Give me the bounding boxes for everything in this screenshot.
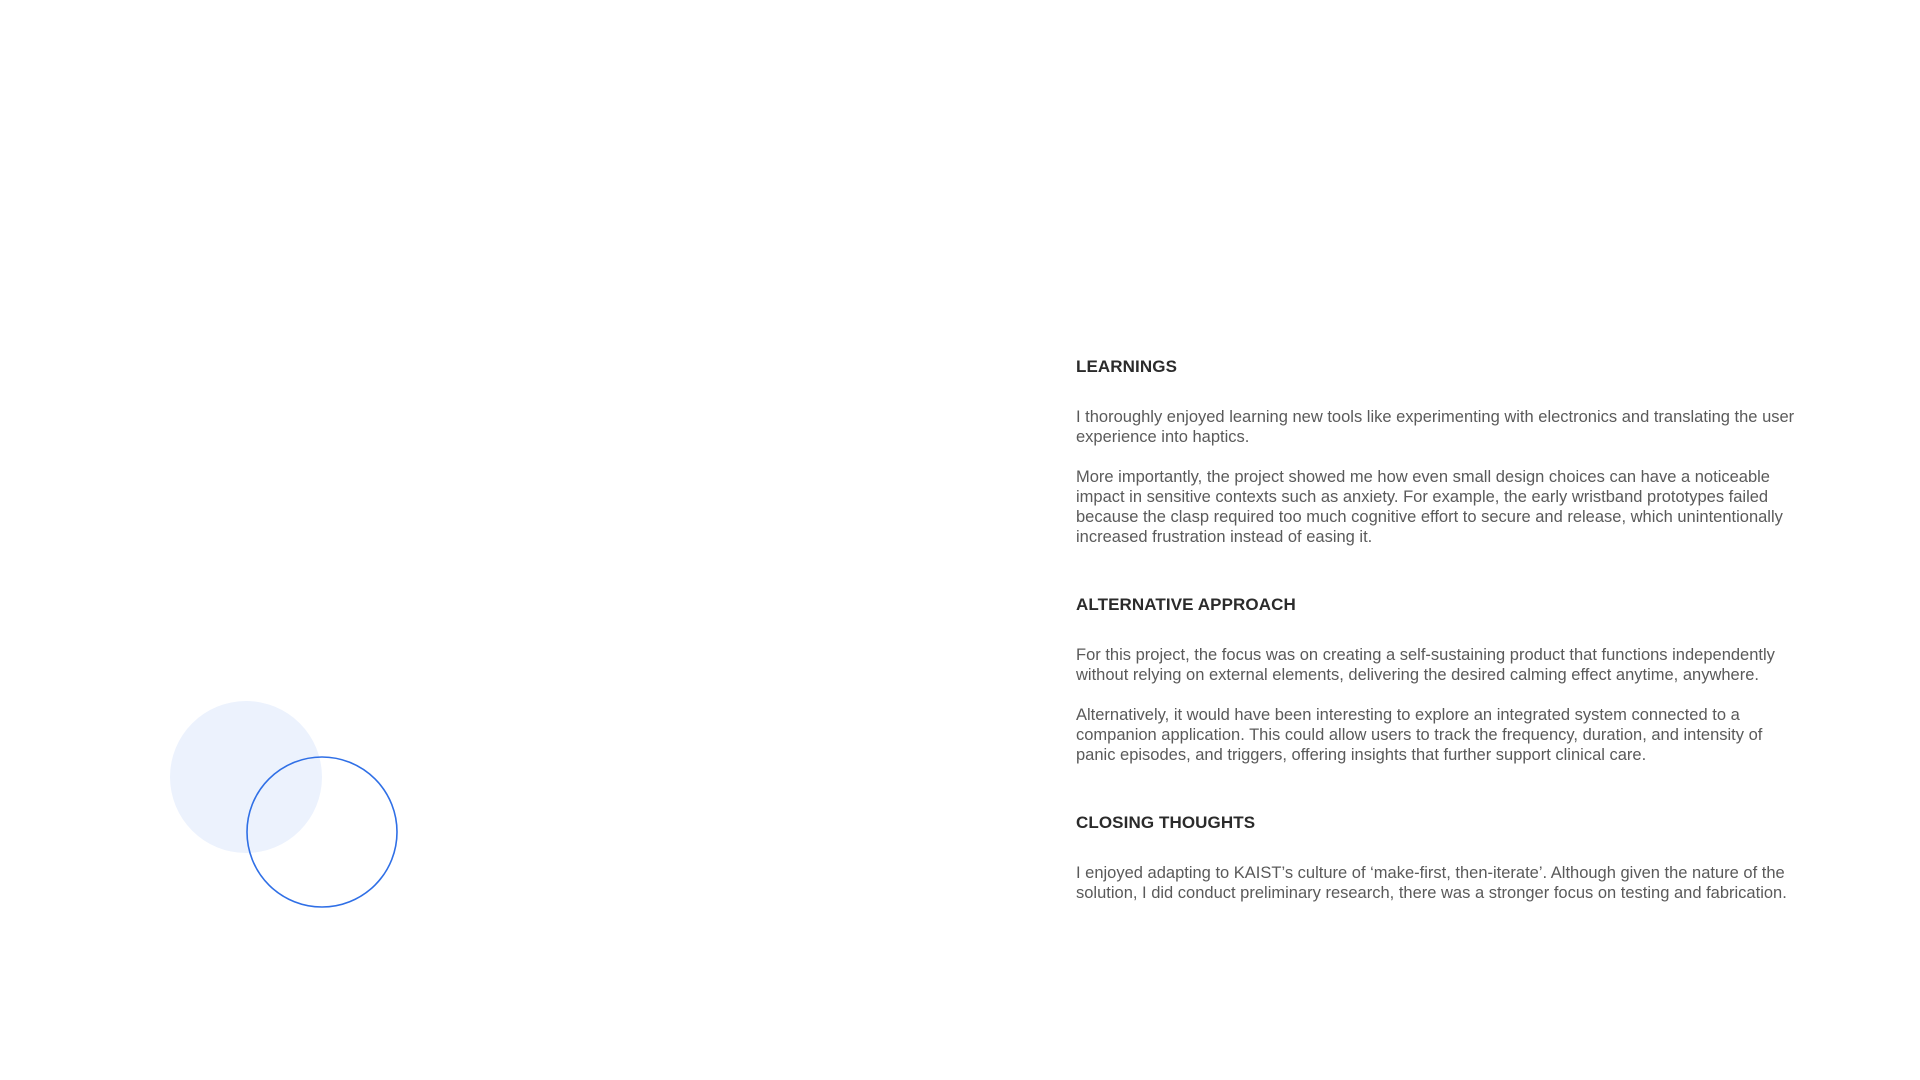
learnings-paragraph-1: I thoroughly enjoyed learning new tools like experimenting with electronics and translating the user experience into haptics.	[1076, 408, 1795, 446]
closing-thoughts-section	[1076, 811, 1796, 903]
learnings-heading: LEARNINGS	[1076, 357, 1178, 376]
learnings-paragraph-2: More importantly, the project showed me how even small design choices can have a noticeable impact in sensitive contexts such as anxiety. For example, the early wristband prototypes failed because the clasp required too much cognitive effort to secure and release, which unintentionally increased frustration instead of easing it.	[1076, 468, 1783, 546]
alternative-approach-section	[1076, 593, 1796, 765]
closing-thoughts-paragraph-1: I enjoyed adapting to KAIST’s culture of ‘make-first, then-iterate’. Although given the nature of the solution, I did conduct preliminary research, there was a stronger focus on testing and fabrication.	[1076, 864, 1787, 902]
filled-circle	[170, 701, 322, 853]
alternative-approach-paragraph-1: For this project, the focus was on creating a self-sustaining product that functions independently without relying on external elements, delivering the desired calming effect anytime, anywhere.	[1076, 646, 1775, 684]
alternative-approach-paragraph-2: Alternatively, it would have been interesting to explore an integrated system connected to a companion application. This could allow users to track the frequency, duration, and intensity of panic episodes, and triggers, offering insights that further support clinical care.	[1076, 706, 1763, 764]
closing-thoughts-heading: CLOSING THOUGHTS	[1076, 813, 1256, 832]
reflection-content	[1076, 355, 1796, 903]
overlapping-circles-graphic	[170, 696, 410, 936]
learnings-section	[1076, 355, 1796, 547]
alternative-approach-heading: ALTERNATIVE APPROACH	[1076, 595, 1296, 614]
